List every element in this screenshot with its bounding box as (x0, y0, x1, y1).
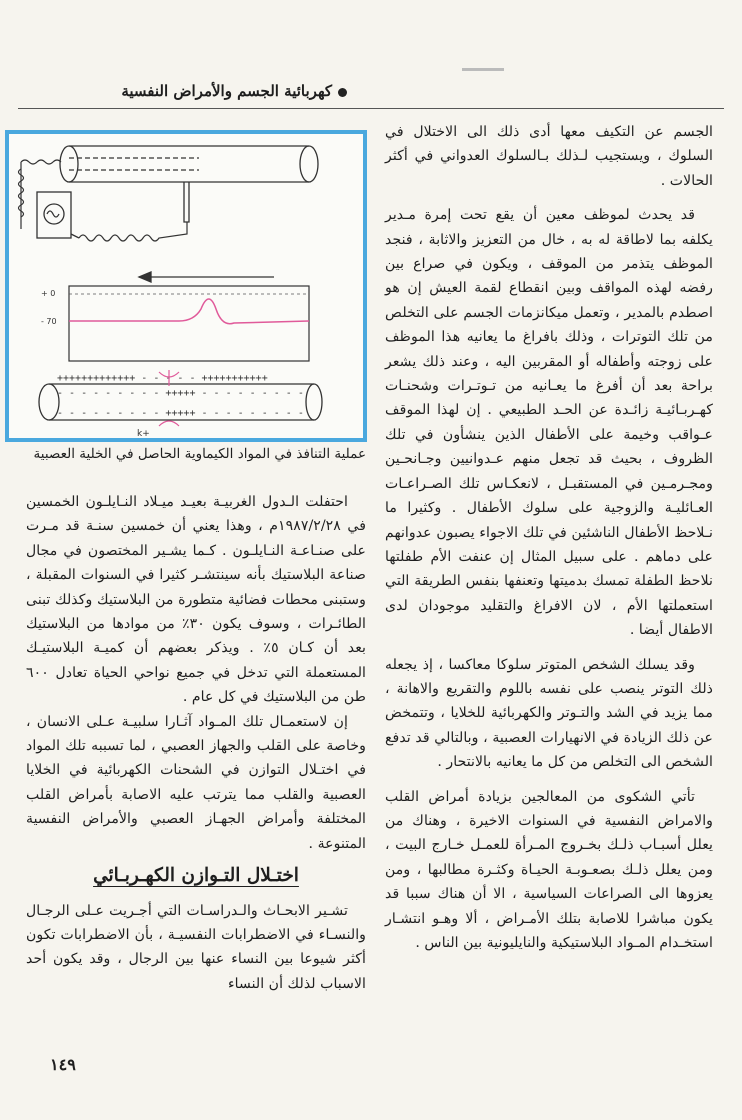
action-potential-graph (41, 286, 309, 361)
axis-label-top: + 0 (41, 289, 56, 298)
figure-caption: عملية التنافذ في المواد الكيماوية الحاصل في الخلية العصبية (33, 446, 366, 462)
header-rule (18, 108, 724, 109)
axis-label-bottom: - 70 (41, 317, 57, 326)
page-number: ١٤٩ (50, 1055, 76, 1074)
section-title: اختـلال التـوازن الكهـربـائي (93, 865, 299, 887)
bullet-icon (338, 88, 347, 97)
paragraph: قد يحدث لموظف معين أن يقع تحت إمرة مـدير يكلفه بما لاطاقة له به ، خال من التعزيز والاثابة ، فنجد الموظف يتذمر من الموقف ، ويكون في صراع بين رفضه لهذه المواقف وبين انقطاع لقمة العيش إن هو اصطدم بالمدير ، وتعمل ميكانزمات الجسم على التخلص من تلك التوترات ، وذلك بافراغ ما يعانيه هذا الموظف على زوجته وأطفاله أو المقربين اليه ، وعند ذلك يشعر براحة بعد أن أفرغ ما يعـانيه من تـوتـرات وشحنـات كهـربـائيـة زائـدة عن الحـد الطبيعي . إن لهذا الموقف عـواقب وخيمة على الأطفال الذين ينشأون في تلك الظروف ، بحيث قد تجعل منهم عـدوانيين وجـانحـين ومجـرمـين في المستقبـل ، لانعكـاس تلك الصـراعـات العـائليـة والزوجية على سلوك الأطفال . وكثيرا ما نـلاحظ الأطفال الناشئين في تلك الاجواء يصبون عدوانهم على دماهم . على سبيل المثال إن عنفت الأم طفلتها نلاحظ الطفلة تمسك بدميتها وتعنفها بنفس الطريقة التي استعملتها الأم ، لان الافراغ والتقليد موجودان لدى الاطفال أيضا . (385, 207, 713, 639)
paragraph: تشـير الابحـاث والـدراسـات التي أجـريت عـلى الرجـال والنسـاء في الاضطرابات النفسيـة ، بأن الاضطرابات تكون أكثر شيوعا بين النساء عنها بين الرجال ، وقد يكون أحد الاسباب لذلك أن النساء (26, 902, 366, 992)
running-title: كهربائية الجسم والأمراض النفسية (121, 82, 332, 100)
paragraph: تأتي الشكوى من المعالجين بزيادة أمراض القلب والامراض النفسية في السنوات الاخيرة ، وهناك من يعلل أسبـاب ذلـك بخـروج المـرأة للعمـل خـارج البيت ، ومن يعلل ذلـك بصعـوبـة الحيـاة وكثـرة مطالبها ، ومن يعزوها الى الصراعات السياسية ، الا أن هناك سببا قد يكون مباشرا للاصابة بتلك الأمـراض ، ألا وهـو انتشـار استخـدام المـواد البلاستيكية والنايليونية بين الناس . (385, 788, 713, 951)
neuron-figure (5, 130, 367, 442)
running-header (47, 82, 347, 100)
potassium-label: k+ (137, 429, 150, 438)
electrode-tube (60, 146, 318, 222)
left-column (26, 490, 366, 996)
charge-row-top: +++++++++++++ - - - - - +++++++++++ (57, 373, 268, 384)
propagation-arrow (139, 272, 274, 282)
scan-smudge (462, 68, 504, 71)
paragraph: إن لاستعمـال تلك المـواد آثـارا سلبيـة عـلى الانسان ، وخاصة على القلب والجهاز العصبي ، لما تسببه تلك المواد في اختـلال التوازن في الشحنات الكهربائية في الخلايا العصبية والقلب مما يترتب عليه الاصابة بأمراض القلب المختلفة وأمراض الجهـاز العصبي والأمراض النفسية المتنوعة . (26, 713, 366, 852)
neuron-diagram (9, 134, 363, 438)
charge-row-inner-top: - - - - - - - - - +++++ - - - - - - - - - (57, 388, 304, 399)
paragraph: احتفلت الـدول الغربيـة بعيـد ميـلاد النـايلـون الخمسين في ١٩٨٧/٢/٢٨م ، وهذا يعني أن خمسين سنـة قد مـرت على صنـاعـة النـايلـون . كـما يشـير المختصون في مجال صناعة البلاستيك بأنه سينتشـر كثيرا في السنوات المقبلة ، وستبنى محطات فضائية متطورة من البلاستيك وكذلك تبنى الطائـرات ، وسوف يكون ٣٠٪ من موادها من البلاستيك بعد أن كـان ٥٪ . ويذكر بعضهم أن كميـة البلاستيـك المستعملة التي تدخل في جميع نواحي الحياة تعادل ٦٠٠ طن من البلاستيك في كل عام . (26, 494, 366, 706)
oscilloscope-box (37, 192, 79, 238)
membrane-charges (57, 373, 304, 419)
wire-coil (19, 160, 188, 241)
paragraph: وقد يسلك الشخص المتوتر سلوكا معاكسا ، إذ يجعله ذلك التوتر ينصب على نفسه باللوم والتقريع والاهانة ، مما يزيد في الشد والتـوتر والكهربائية للخلايا ، وتتمخض عن ذلك الزيادة في الانهيارات العصبية ، وبالتالي قد تدفع الشخص الى التخلص من كل ما يعانيه بالانتحار . (385, 656, 713, 771)
right-column (385, 120, 713, 955)
signal-curve (69, 299, 309, 324)
charge-row-inner-bottom: - - - - - - - - - +++++ - - - - - - - - - (57, 408, 304, 419)
paragraph: الجسم عن التكيف معها أدى ذلك الى الاختلال في السلوك ، ويستجيب لـذلك بـالسلوك العدواني في أكثر الحالات . (385, 124, 713, 189)
